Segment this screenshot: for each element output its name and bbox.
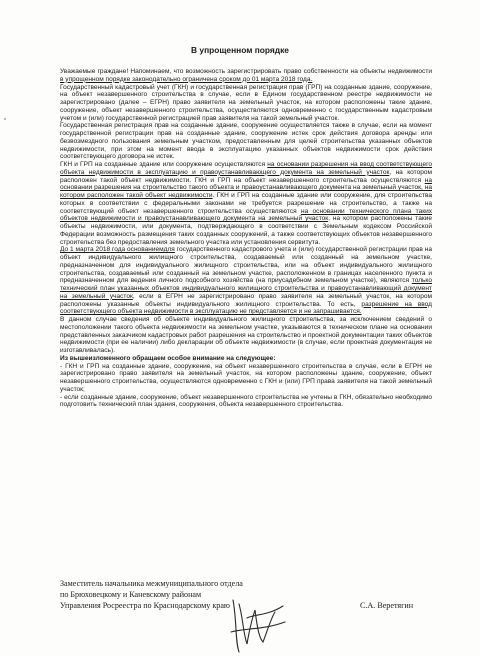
signer-position-line2: по Брюховецкому и Каневскому районам bbox=[60, 590, 202, 599]
signer-position-line3: Управления Росреестра по Краснодарскому краю bbox=[60, 601, 230, 610]
paragraph-text: , на котором расположены такие объекты недвижимости, или документа, подтверждающего в соответствии с Земельным кодексом Российской Федерации возможность размещения таких созданных сооружений, а также соответствующих объектов незавершенного строительства без предоставления земельного участка или установления сервитута. bbox=[60, 215, 432, 246]
paragraph-text: Государственный кадастровый учет (ГКН) и государственная регистрация прав (ГРП) на созданные здание, сооружение, на объект незавершенного строительства в случае, если в Едином государственном реестре недвижимости не зарегистрировано (далее – ЕГРН) право заявителя на земельный участок, на котором расположены такие здание, сооружение, объект незавершенного строительства, осуществляются одновременно с государственным кадастровым учетом и (или) государственной регистрацией прав заявителя на такой земельный участок. bbox=[60, 83, 432, 122]
document-body bbox=[60, 68, 432, 409]
paragraphs-container bbox=[60, 68, 432, 355]
paragraph-text: . ГКН и ГРП на созданные здание или сооружение, для строительства которых в соответствии с федеральными законами не требуется разрешение на строительство, а также на соответствующий объект незавершенного строительства осуществляются bbox=[60, 192, 432, 215]
body-paragraph bbox=[60, 84, 432, 123]
underlined-text: основаниемдля bbox=[127, 246, 175, 254]
signer-position-line1: Заместитель начальника межмуниципального отдела bbox=[60, 579, 243, 588]
scan-speck bbox=[4, 118, 6, 120]
underlined-text: только технический план указанных объектов индивидуального жилищного строительства и правоустанавливающий документ на земельный участок bbox=[60, 277, 432, 300]
underlined-text: на основании разрешения на строительство такого объекта и правоустанавливающего документа на земельный участок, на котором расположен такой объект недвижимости bbox=[60, 176, 432, 199]
paragraph-text: Государственная регистрация прав на созданные здание, сооружение осуществляется также в случае, если на момент государственной регистрации прав на созданные здание, сооружение истек срок действия договора аренды или безвозмездного пользования земельным участком, предоставленным для целей строительства указанных объектов недвижимости, при этом на момент ввода в эксплуатацию указанных объектов недвижимости срок действия соответствующего договора не истек. bbox=[60, 122, 432, 161]
body-paragraph bbox=[60, 161, 432, 246]
paragraph-text: Уважаемые граждане! Напоминаем, что возможность зарегистрировать право собственности на объекты недвижимости bbox=[60, 68, 432, 75]
handwritten-signature bbox=[225, 592, 295, 656]
body-paragraph bbox=[60, 68, 432, 84]
underlined-text: в упрощенном порядке законодательно ограничена сроком до 01 марта 2018 года. bbox=[60, 75, 313, 83]
paragraph-text: ГКН и ГРП на созданные здание или сооружение осуществляются bbox=[60, 161, 268, 168]
paragraph-text: , если в ЕГРН не зарегистрировано право заявителя на земельный участок, на котором расположены указанные объекты индивидуального жилищного строительства. То есть, bbox=[60, 292, 432, 308]
body-paragraph bbox=[60, 122, 432, 161]
underlined-text: на основании разрешения на ввод соответствующего объекта недвижимости в эксплуатацию и правоустанавливающего документа на земельный участок bbox=[60, 161, 432, 176]
document-title: В упрощенном порядке bbox=[191, 45, 289, 55]
paragraph-text: государственного кадастрового учета и (или) государственной регистрации прав на объект индивидуального жилищного строительства, создаваемый или созданный на земельном участке, предназначенном для индивидуального жилищного строительства, или на объект индивидуального жилищного строительства, создаваемый или созданный на земельном участке, расположенном в границах населенного пункта и предназначенном для ведения личного подсобного хозяйства (на приусадебном земельном участке), являются bbox=[60, 246, 433, 285]
list-item: - если созданные здание, сооружение, объект незавершенного строительства не учтены в ГКН, обязательно необходимо подготовить технический план здания, сооружения, объекта незавершенного строительства. bbox=[60, 393, 432, 409]
attention-list bbox=[60, 363, 432, 410]
list-item: - ГКН и ГРП на созданные здание, сооружение, на объект незавершенного строительства в случае, если в ЕГРН не зарегистрировано право заявителя на земельный участок, на котором расположены здание, сооружение, объект незавершенного строительства, осуществляются одновременно с ГКН и (или) ГРП права заявителя на такой земельный участок; bbox=[60, 362, 432, 393]
underlined-text: на основании технического плана таких объектов недвижимости и правоустанавливающего документа на земельный участок bbox=[60, 207, 433, 223]
attention-heading: Из вышеизложенного обращаем особое внимание на следующее: bbox=[60, 354, 276, 362]
body-paragraph bbox=[60, 316, 432, 355]
paragraph-text: , на котором расположен такой объект недвижимости. ГКН и ГРП на объект незавершенного строительства осуществляются bbox=[60, 168, 433, 184]
signer-name: С.А. Веретягин bbox=[360, 601, 414, 610]
underlined-text: разрешение на ввод соответствующего объекта недвижимости в эксплуатацию не представляется и не запрашивается. bbox=[60, 300, 432, 316]
underlined-text: До 1 марта 2018 года bbox=[60, 246, 128, 254]
paragraph-text: В данном случае сведения об объекте индивидуального жилищного строительства, за исключением сведений о местоположении такого объекта недвижимости на земельном участке, указываются в техническом плане на основании представленных заказчиком кадастровых работ разрешения на строительство и проектной документации таких объектов недвижимости (при ее наличии) либо декларации об объекте недвижимости (в случае, если проектная документация не изготавливалась). bbox=[60, 316, 432, 354]
body-paragraph bbox=[60, 246, 432, 316]
